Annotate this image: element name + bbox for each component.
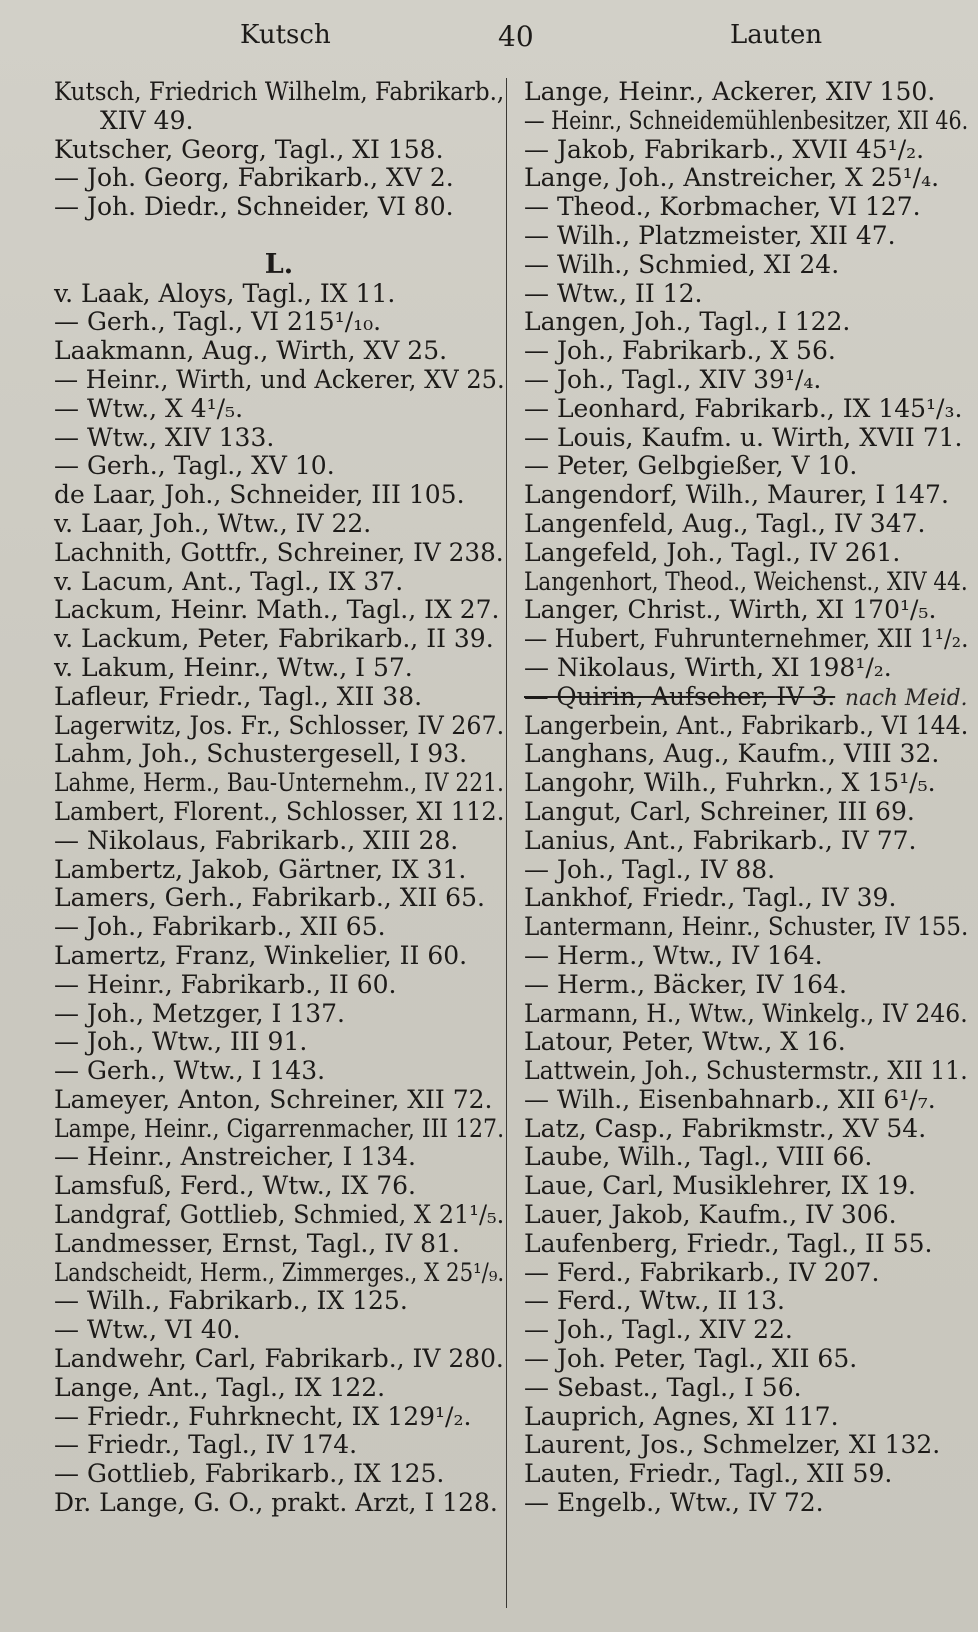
entry-text: — Wilh., Schmied, XI 24. <box>524 249 840 279</box>
directory-entry <box>524 1259 968 1288</box>
entry-text: — Gerh., Wtw., I 143. <box>54 1056 326 1086</box>
entry-text: de Laar, Joh., Schneider, III 105. <box>54 480 465 510</box>
directory-entry <box>54 740 504 769</box>
entry-text: — Joh., Tagl., IV 88. <box>524 854 776 884</box>
entry-continuation <box>54 107 504 136</box>
entry-text: Landmesser, Ernst, Tagl., IV 81. <box>54 1228 460 1258</box>
entry-text: Langenhort, Theod., Weichenst., XIV 44. <box>524 566 968 596</box>
entry-text: Dr. Lange, G. O., prakt. Arzt, I 128. <box>54 1488 498 1518</box>
entry-text: Langen, Joh., Tagl., I 122. <box>524 307 851 337</box>
entry-text: Lameyer, Anton, Schreiner, XII 72. <box>54 1084 493 1114</box>
directory-entry <box>54 424 504 453</box>
directory-entry <box>524 740 968 769</box>
entry-text: Lanius, Ant., Fabrikarb., IV 77. <box>524 825 917 855</box>
directory-entry <box>54 77 505 107</box>
entry-text: — Friedr., Fuhrknecht, IX 129¹/₂. <box>54 1401 472 1431</box>
directory-entry <box>524 654 968 683</box>
entry-text: Langefeld, Joh., Tagl., IV 261. <box>524 537 901 567</box>
directory-entry <box>54 280 504 309</box>
entry-text: v. Laak, Aloys, Tagl., IX 11. <box>54 278 396 308</box>
entry-text: Lantermann, Heinr., Schuster, IV 155. <box>524 912 969 942</box>
directory-entry <box>54 136 504 165</box>
entry-text: — Wilh., Eisenbahnarb., XII 6¹/₇. <box>524 1084 936 1114</box>
entry-text: — Joh., Fabrikarb., X 56. <box>524 336 836 366</box>
directory-entry <box>54 710 505 741</box>
entry-text: Lattwein, Joh., Schustermstr., XII 11. <box>524 1056 968 1086</box>
directory-entry <box>54 884 504 913</box>
entry-text: XIV 49. <box>100 105 194 135</box>
entry-text: — Heinr., Fabrikarb., II 60. <box>54 969 397 999</box>
entry-text: — Herm., Wtw., IV 164. <box>524 940 823 970</box>
directory-entry <box>524 280 968 309</box>
entry-text: — Joh. Georg, Fabrikarb., XV 2. <box>54 163 454 193</box>
directory-entry <box>54 1345 503 1374</box>
entry-text: — Gottlieb, Fabrikarb., IX 125. <box>54 1459 445 1489</box>
entry-text: Lange, Joh., Anstreicher, X 25¹/₄. <box>524 163 940 193</box>
entry-text: Langut, Carl, Schreiner, III 69. <box>524 796 915 826</box>
directory-entry <box>54 481 504 510</box>
directory-entry <box>54 510 504 539</box>
left-column <box>54 78 504 1518</box>
entry-text: Lafleur, Friedr., Tagl., XII 38. <box>54 681 423 711</box>
directory-entry <box>524 1115 968 1144</box>
column-divider <box>506 78 507 1608</box>
directory-entry <box>54 1000 504 1029</box>
entry-text: Kutsch, Friedrich Wilhelm, Fabrikarb., <box>54 77 505 106</box>
directory-entry <box>524 510 968 539</box>
entry-text: Latour, Peter, Wtw., X 16. <box>524 1027 846 1057</box>
entry-text: Lange, Heinr., Ackerer, XIV 150. <box>524 77 936 106</box>
entry-text: Langer, Christ., Wirth, XI 170¹/₅. <box>524 595 937 625</box>
right-column <box>524 78 968 1518</box>
directory-entry <box>524 596 968 625</box>
directory-entry <box>54 1403 504 1432</box>
entry-text: — Joh., Fabrikarb., XII 65. <box>54 912 386 942</box>
entry-text: — Gerh., Tagl., VI 215¹/₁₀. <box>54 307 382 337</box>
header-first-name: Kutsch <box>240 20 331 50</box>
entry-text: Laufenberg, Friedr., Tagl., II 55. <box>524 1228 933 1258</box>
directory-entry <box>524 1230 968 1259</box>
directory-entry <box>524 539 968 568</box>
entry-text: — Wtw., X 4¹/₅. <box>54 393 244 423</box>
spacer <box>54 222 504 251</box>
entry-text: Lamers, Gerh., Fabrikarb., XII 65. <box>54 883 485 913</box>
directory-entry <box>54 1086 504 1115</box>
directory-entry <box>524 856 968 885</box>
entry-text: — Wilh., Platzmeister, XII 47. <box>524 220 896 250</box>
directory-entry <box>54 537 504 568</box>
entry-text: v. Lacum, Ant., Tagl., IX 37. <box>54 566 404 596</box>
directory-entry <box>524 998 968 1029</box>
entry-text: — Louis, Kaufm. u. Wirth, XVII 71. <box>524 422 963 452</box>
entry-text: Langendorf, Wilh., Maurer, I 147. <box>524 480 949 510</box>
entry-text: Langhans, Aug., Kaufm., VIII 32. <box>524 739 940 769</box>
directory-entry <box>524 193 968 222</box>
directory-entry <box>524 78 968 107</box>
entry-text: — Nikolaus, Fabrikarb., XIII 28. <box>54 825 459 855</box>
directory-entry <box>524 1056 968 1086</box>
entry-text: — Wilh., Fabrikarb., IX 125. <box>54 1286 408 1316</box>
entry-text: — Leonhard, Fabrikarb., IX 145¹/₃. <box>524 393 963 423</box>
directory-entry <box>524 827 968 856</box>
directory-entry <box>54 768 504 798</box>
directory-entry <box>524 971 968 1000</box>
entry-text: Lachnith, Gottfr., Schreiner, IV 238. <box>54 537 504 567</box>
directory-entry <box>54 596 504 625</box>
directory-entry <box>524 1403 968 1432</box>
directory-entry <box>54 1230 504 1259</box>
struck-entry <box>524 681 968 712</box>
directory-entry <box>524 136 968 165</box>
directory-entry <box>54 337 504 366</box>
entry-text: Lahme, Herm., Bau-Unternehm., IV 221. <box>54 768 504 798</box>
directory-entry <box>54 164 504 193</box>
directory-entry <box>54 1460 504 1489</box>
entry-text: — Wtw., XIV 133. <box>54 422 275 452</box>
directory-entry <box>524 1143 968 1172</box>
entry-text: Landgraf, Gottlieb, Schmied, X 21¹/₅. <box>54 1200 505 1230</box>
directory-entry <box>54 1287 504 1316</box>
entry-text: — Herm., Bäcker, IV 164. <box>524 969 847 999</box>
entry-text: — Joh. Diedr., Schneider, VI 80. <box>54 192 454 222</box>
entry-text: — Jakob, Fabrikarb., XVII 45¹/₂. <box>524 134 925 164</box>
directory-entry <box>54 1057 504 1086</box>
entry-text: Lagerwitz, Jos. Fr., Schlosser, IV 267. <box>54 710 505 740</box>
directory-entry <box>54 364 505 395</box>
entry-text: Lankhof, Friedr., Tagl., IV 39. <box>524 883 897 913</box>
directory-entry <box>54 856 504 885</box>
entry-text: Lamsfuß, Ferd., Wtw., IX 76. <box>54 1171 416 1201</box>
entry-text: Landscheidt, Herm., Zimmerges., X 25¹/₉. <box>54 1257 505 1287</box>
directory-entry <box>54 913 504 942</box>
directory-entry <box>54 1113 505 1144</box>
page-number: 40 <box>498 20 534 53</box>
entry-text: Langerbein, Ant., Fabrikarb., VI 144. <box>524 710 969 740</box>
entry-text: Lambert, Florent., Schlosser, XI 112. <box>54 796 505 826</box>
entry-text: Langenfeld, Aug., Tagl., IV 347. <box>524 508 926 538</box>
entry-text: Laurent, Jos., Schmelzer, XI 132. <box>524 1430 941 1460</box>
entry-text: — Heinr., Wirth, und Ackerer, XV 25. <box>54 364 505 394</box>
entry-text: Lampe, Heinr., Cigarrenmacher, III 127. <box>54 1113 505 1143</box>
entry-text: Laue, Carl, Musiklehrer, IX 19. <box>524 1171 916 1201</box>
directory-entry <box>524 1172 968 1201</box>
directory-entry <box>524 251 968 280</box>
directory-entry <box>524 424 968 453</box>
entry-text: v. Lackum, Peter, Fabrikarb., II 39. <box>54 624 494 654</box>
directory-entry <box>524 710 969 741</box>
directory-entry <box>524 942 968 971</box>
directory-entry <box>524 1201 968 1230</box>
entry-text: — Nikolaus, Wirth, XI 198¹/₂. <box>524 652 892 682</box>
directory-entry <box>524 1028 968 1057</box>
directory-entry <box>54 796 505 827</box>
entry-text: Larmann, H., Wtw., Winkelg., IV 246. <box>524 998 968 1028</box>
directory-entry <box>524 1460 968 1489</box>
directory-entry <box>54 308 504 337</box>
entry-text: — Gerh., Tagl., XV 10. <box>54 451 335 481</box>
directory-entry <box>54 971 504 1000</box>
entry-text: Latz, Casp., Fabrikmstr., XV 54. <box>524 1113 927 1143</box>
entry-text: Lahm, Joh., Schustergesell, I 93. <box>54 739 468 769</box>
entry-text: — Quirin, Aufseher, IV 3. <box>524 681 836 711</box>
entry-text: — Joh., Tagl., XIV 39¹/₄. <box>524 364 822 394</box>
directory-entry <box>54 1028 504 1057</box>
entry-text: — Ferd., Wtw., II 13. <box>524 1286 785 1316</box>
entry-text: — Heinr., Anstreicher, I 134. <box>54 1142 416 1172</box>
directory-entry <box>524 337 968 366</box>
entry-text: L. <box>264 248 294 280</box>
entry-text: v. Laar, Joh., Wtw., IV 22. <box>54 508 372 538</box>
directory-entry <box>524 366 968 395</box>
directory-entry <box>524 884 968 913</box>
entry-text: — Wtw., II 12. <box>524 278 703 308</box>
directory-entry <box>54 1374 504 1403</box>
directory-entry <box>524 1086 968 1115</box>
directory-entry <box>54 1489 504 1518</box>
directory-entry <box>524 395 968 424</box>
directory-entry <box>54 1431 504 1460</box>
directory-entry <box>524 222 968 251</box>
entry-text: — Ferd., Fabrikarb., IV 207. <box>524 1257 880 1287</box>
entry-text: Lamertz, Franz, Winkelier, II 60. <box>54 940 468 970</box>
entry-text: Lambertz, Jakob, Gärtner, IX 31. <box>54 854 467 884</box>
directory-entry <box>524 566 968 597</box>
page-header <box>0 20 978 60</box>
entry-text: — Friedr., Tagl., IV 174. <box>54 1430 358 1460</box>
entry-text: — Wtw., VI 40. <box>54 1315 241 1345</box>
entry-text: Lauprich, Agnes, XI 117. <box>524 1401 839 1431</box>
header-last-name: Lauten <box>730 20 823 50</box>
directory-entry <box>54 1143 504 1172</box>
directory-entry <box>524 481 968 510</box>
entry-text: Lackum, Heinr. Math., Tagl., IX 27. <box>54 595 500 625</box>
directory-entry <box>524 1287 968 1316</box>
entry-text: — Hubert, Fuhrunternehmer, XII 1¹/₂. <box>524 624 969 654</box>
entry-text: — Joh. Peter, Tagl., XII 65. <box>524 1344 858 1374</box>
directory-entry <box>524 1489 968 1518</box>
directory-entry <box>524 1431 968 1460</box>
entry-text: — Engelb., Wtw., IV 72. <box>524 1488 824 1518</box>
directory-entry <box>524 164 968 193</box>
entry-text: — Joh., Tagl., XIV 22. <box>524 1315 793 1345</box>
directory-entry <box>54 1316 504 1345</box>
entry-text: — Theod., Korbmacher, VI 127. <box>524 192 921 222</box>
directory-entry <box>524 1316 968 1345</box>
entry-text: v. Lakum, Heinr., Wtw., I 57. <box>54 652 413 682</box>
directory-entry <box>54 1257 505 1288</box>
directory-entry <box>54 395 504 424</box>
directory-entry <box>54 654 504 683</box>
directory-entry <box>524 769 968 798</box>
directory-entry <box>524 105 969 136</box>
entry-text: Langohr, Wilh., Fuhrkn., X 15¹/₅. <box>524 768 936 798</box>
directory-entry <box>524 1374 968 1403</box>
entry-text: Kutscher, Georg, Tagl., XI 158. <box>54 134 444 164</box>
directory-entry <box>524 1345 968 1374</box>
directory-entry <box>524 624 969 654</box>
directory-entry <box>524 308 968 337</box>
directory-entry <box>524 912 969 942</box>
directory-entry <box>524 798 968 827</box>
directory-entry <box>54 193 504 222</box>
directory-entry <box>54 1200 505 1230</box>
handwritten-note: nach Meid. <box>845 685 968 711</box>
entry-text: Lange, Ant., Tagl., IX 122. <box>54 1372 386 1402</box>
directory-entry <box>54 827 504 856</box>
entry-text: — Sebast., Tagl., I 56. <box>524 1372 802 1402</box>
entry-text: — Heinr., Schneidemühlenbesitzer, XII 46. <box>524 105 969 135</box>
section-letter <box>54 248 504 280</box>
directory-entry <box>54 452 504 481</box>
entry-text: — Joh., Metzger, I 137. <box>54 998 345 1028</box>
entry-text: Lauer, Jakob, Kaufm., IV 306. <box>524 1200 897 1230</box>
entry-text: Landwehr, Carl, Fabrikarb., IV 280. <box>54 1344 504 1374</box>
entry-text: Lauten, Friedr., Tagl., XII 59. <box>524 1459 893 1489</box>
entry-text: — Joh., Wtw., III 91. <box>54 1027 308 1057</box>
directory-entry <box>54 942 504 971</box>
directory-entry <box>54 1172 504 1201</box>
entry-text: Laube, Wilh., Tagl., VIII 66. <box>524 1142 873 1172</box>
directory-entry <box>524 452 968 481</box>
entry-text: — Peter, Gelbgießer, V 10. <box>524 451 858 481</box>
directory-entry <box>54 683 504 712</box>
directory-entry <box>54 568 504 597</box>
directory-entry <box>54 625 504 654</box>
entry-text: Laakmann, Aug., Wirth, XV 25. <box>54 336 448 366</box>
